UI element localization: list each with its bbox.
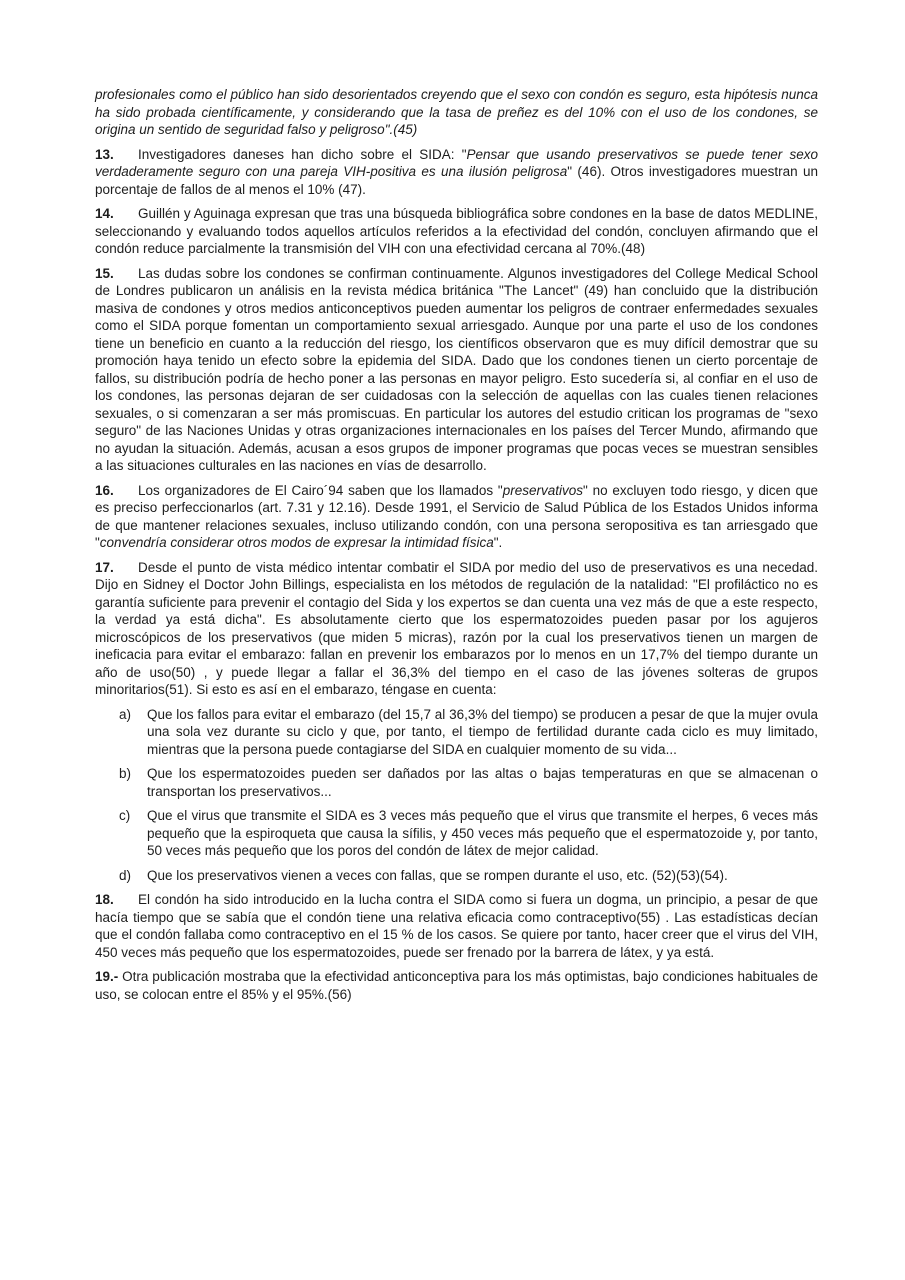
list-item-a-text: Que los fallos para evitar el embarazo (del 15,7 al 36,3% del tiempo) se producen a pesar de que la mujer ovula una sola vez durante su ciclo y que, por tanto, el tiempo de fertilidad durante cada ciclo es muy limitado, mientras que la persona puede contagiarse del SIDA en cualquier momento de su vida... xyxy=(147,706,818,757)
paragraph-15 xyxy=(95,265,818,475)
paragraph-14-number: 14. xyxy=(95,206,114,221)
paragraph-14-text: Guillén y Aguinaga expresan que tras una búsqueda bibliográfica sobre condones en la base de datos MEDLINE, seleccionando y evaluando todos aquellos artículos referidos a la efectividad del condón, concluyen afirmando que el condón reduce parcialmente la transmisión del VIH con una efectividad cercana al 70%.(48) xyxy=(95,206,818,256)
paragraph-17 xyxy=(95,559,818,699)
paragraph-13-quote: Pensar que usando preservativos se puede tener sexo verdaderamente seguro con una pareja VIH-positiva es una ilusión peligrosa xyxy=(95,146,818,179)
paragraph-16 xyxy=(95,482,818,552)
list-item-c xyxy=(119,807,818,860)
list-item-c-text: Que el virus que transmite el SIDA es 3 veces más pequeño que el virus que transmite el herpes, 6 veces más pequeño que la espiroqueta que causa la sífilis, y 450 veces más pequeño que el espermatozoide y, por tanto, 50 veces más pequeño que los poros del condón de látex de mejor calidad. xyxy=(147,808,818,858)
paragraph-13 xyxy=(95,146,818,199)
list-item-b xyxy=(119,765,818,800)
paragraph-17-text: Desde el punto de vista médico intentar combatir el SIDA por medio del uso de preservativos es una necedad. Dijo en Sidney el Doctor John Billings, especialista en los métodos de regulación de la natalidad: "El profiláctico no es garantía suficiente para prevenir el contagio del Sida y los expertos se dan cuenta una vez más de que a este respecto, la verdad ya está dicha". Es absolutamente cierto que los espermatozoides pueden pasar por los agujeros microscópicos de los preservativos (que miden 5 micras), razón por la cual los preservativos tienen un margen de ineficacia para evitar el embarazo: fallan en prevenir los embarazos por lo menos en un 17,7% del tiempo durante un año de uso(50) , y puede llegar a fallar el 36,3% del tiempo en el caso de las jóvenes solteras de grupos minoritarios(51). Si esto es así en el embarazo, téngase en cuenta: xyxy=(95,559,818,697)
paragraph-13-number: 13. xyxy=(95,146,114,162)
list-item-b-text: Que los espermatozoides pueden ser dañados por las altas o bajas temperaturas en que se almacenan o transportan los preservativos... xyxy=(147,766,818,799)
paragraph-14 xyxy=(95,205,818,258)
list-item-a-label: a) xyxy=(119,706,132,722)
list-item-d-text: Que los preservativos vienen a veces con fallas, que se rompen durante el uso, etc. (52)(53)(54). xyxy=(147,867,728,883)
paragraph-19-number: 19.- xyxy=(95,969,119,984)
paragraph-18 xyxy=(95,891,818,961)
enumerated-list xyxy=(95,706,818,885)
paragraph-19-text: Otra publicación mostraba que la efectividad anticonceptiva para los más optimistas, bajo condiciones habituales de uso, se colocan entre el 85% y el 95%.(56) xyxy=(95,969,818,1002)
paragraph-16-quote-1: preservativos xyxy=(502,482,583,498)
list-item-d-label: d) xyxy=(119,867,132,883)
paragraph-19 xyxy=(95,968,818,1003)
paragraph-16-text-end: ". xyxy=(493,535,503,550)
paragraph-15-text: Las dudas sobre los condones se confirman continuamente. Algunos investigadores del College Medical School de Londres publicaron un análisis en la revista médica británica "The Lancet" (49) han concluido que la distribución masiva de condones y otros medios anticonceptivos pueden aumentar los peligros de contraer enfermedades sexuales como el SIDA porque fomentan un comportamiento sexual arriesgado. Aunque por una parte el uso de los condones tiene un beneficio en cuanto a la reducción del riesgo, los científicos observaron que es muy difícil demostrar que su promoción haya tenido un efecto sobre la epidemia del SIDA. Dado que los condones tienen un cierto porcentaje de fallos, su distribución podría de hecho poner a las personas en mayor peligro. Esto sucedería si, al confiar en el uso de los condones, las personas dejaran de ser cuidadosas con la selección de aquellas con las cuales tienen relaciones sexuales, o si comenzaran a ser más promiscuas. En particular los autores del estudio critican los programas de "sexo seguro" de las Naciones Unidas y otras organizaciones internacionales en los países del Tercer Mundo, afirmando que no ayudan la situación. Además, acusan a esos grupos de imponer programas que pocas veces se muestran sensibles a las situaciones culturales en las naciones en vías de desarrollo. xyxy=(95,265,818,473)
paragraph-15-number: 15. xyxy=(95,265,114,281)
paragraph-16-text-mid: " no excluyen todo riesgo, y dicen que es preciso perfeccionarlos (art. 7.31 y 12.16). Desde 1991, el Servicio de Salud Pública de los Estados Unidos informa de que mantener relaciones sexuales, incluso utilizando condón, con una persona seropositiva es tan arriesgado que " xyxy=(95,482,818,550)
list-item-d xyxy=(119,867,818,885)
list-item-c-label: c) xyxy=(119,808,131,823)
paragraph-16-text: Los organizadores de El Cairo´94 saben que los llamados " xyxy=(138,482,503,498)
paragraph-17-number: 17. xyxy=(95,559,114,575)
intro-paragraph xyxy=(95,86,818,139)
list-item-b-label: b) xyxy=(119,766,132,781)
paragraph-16-number: 16. xyxy=(95,482,114,498)
intro-text: profesionales como el público han sido desorientados creyendo que el sexo con condón es seguro, esta hipótesis nunca ha sido probada científicamente, y considerando que la tasa de preñez es del 10% con el uso de los condones, se origina un sentido de seguridad falso y peligroso".(45) xyxy=(95,87,818,137)
paragraph-13-text: Investigadores daneses han dicho sobre el SIDA: " xyxy=(138,146,467,162)
paragraph-18-text: El condón ha sido introducido en la lucha contra el SIDA como si fuera un dogma, un principio, a pesar de que hacía tiempo que se sabía que el condón tiene una relativa eficacia como contraceptivo(55) . Las estadísticas decían que el condón fallaba como contraceptivo en el 15 % de los casos. Se quiere por tanto, hacer creer que el virus del VIH, 450 veces más pequeño que los espermatozoides, puede ser frenado por la barrera de látex, y ya está. xyxy=(95,892,818,960)
paragraph-18-number: 18. xyxy=(95,892,114,907)
paragraph-13-text-end: " (46). Otros investigadores muestran un porcentaje de fallos de al menos el 10% (47). xyxy=(95,164,818,197)
paragraph-16-quote-2: convendría considerar otros modos de expresar la intimidad física xyxy=(99,535,494,550)
list-item-a xyxy=(119,706,818,759)
